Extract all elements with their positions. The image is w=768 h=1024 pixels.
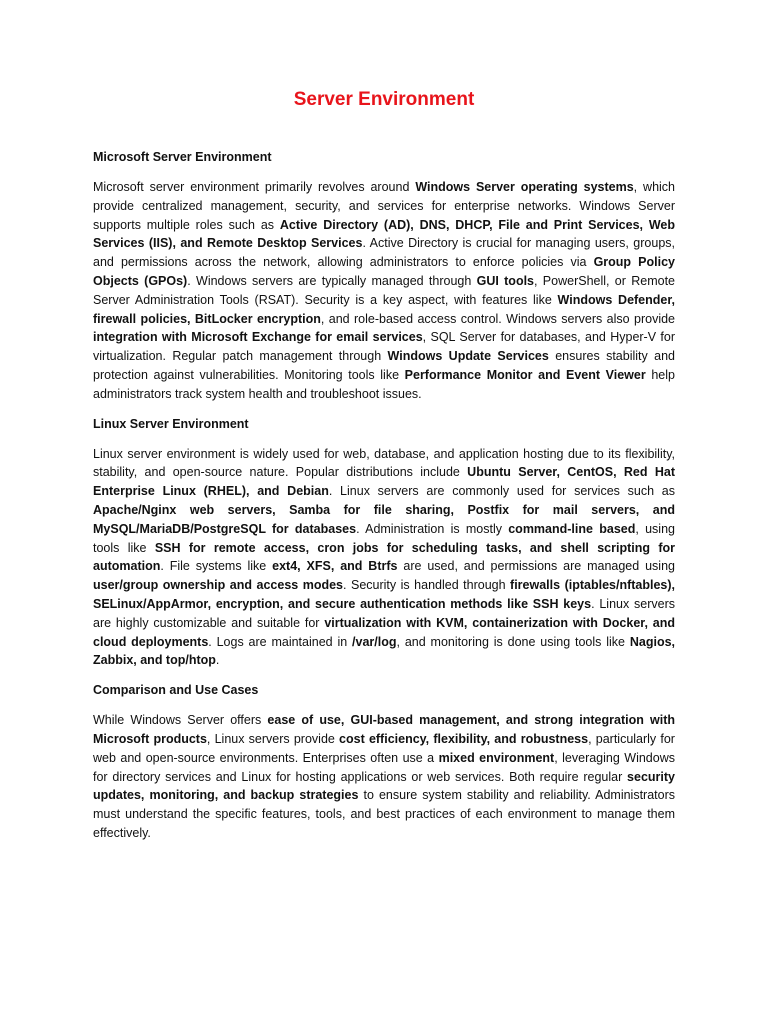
text-run: . Administration is mostly [356, 521, 509, 536]
bold-text-run: Active Directory (AD), DNS, DHCP, File and Print Services, Web Services (IIS), and Remote Desktop Services [93, 217, 675, 251]
text-run: , Linux servers provide [206, 731, 340, 746]
text-run: , and monitoring is done using tools like [396, 634, 630, 649]
bold-text-run: Nagios, Zabbix, and top/htop [93, 634, 676, 668]
text-run: , PowerShell, or Remote Server Administration Tools (RSAT). Security is a key aspect, with features like [93, 273, 676, 307]
text-run: . Linux servers are commonly used for services such as [328, 484, 675, 499]
bold-text-run: Windows Defender, firewall policies, BitLocker encryption [93, 292, 676, 326]
bold-text-run: Ubuntu Server, CentOS, Red Hat Enterprise Linux (RHEL), and Debian [93, 465, 675, 499]
text-run: to ensure system stability and reliability. Administrators must understand the specific features, tools, and best practices of each environment to manage them effectively. [93, 788, 675, 840]
section-microsoft-server [93, 148, 675, 404]
bold-text-run: Windows Update Services [387, 349, 549, 364]
text-run: , SQL Server for databases, and Hyper-V for virtualization. Regular patch management through [93, 330, 676, 364]
bold-text-run: Apache/Nginx web servers, Samba for file sharing, Postfix for mail servers, and MySQL/MariaDB/PostgreSQL for databases [93, 502, 675, 536]
section-heading: Microsoft Server Environment [93, 150, 272, 164]
text-run: , and role-based access control. Windows servers also provide [320, 311, 675, 326]
text-run: , which provide centralized management, security, and services for enterprise networks. Windows Server supports multiple roles such as [93, 180, 676, 232]
bold-text-run: ease of use, GUI-based management, and strong integration with Microsoft products [93, 713, 675, 746]
bold-text-run: cost efficiency, flexibility, and robustness [339, 731, 589, 746]
bold-text-run: /var/log [352, 634, 397, 649]
text-run: . Windows servers are typically managed through [187, 273, 477, 288]
bold-text-run: command-line based [508, 521, 636, 536]
text-run: are used, and permissions are managed using [397, 559, 675, 574]
bold-text-run: Group Policy Objects (GPOs) [93, 255, 675, 288]
text-run: , leveraging Windows for directory services and Linux for hosting applications or web services. Both require regular [93, 750, 675, 784]
text-run: Linux server environment is widely used for web, database, and application hosting due to its flexibility, stability, and open-source nature. Popular distributions include [93, 446, 675, 480]
bold-text-run: firewalls (iptables/nftables), SELinux/AppArmor, encryption, and secure authentication methods like SSH keys [93, 578, 676, 611]
bold-text-run: security updates, monitoring, and backup strategies [93, 769, 675, 803]
section-paragraph [93, 445, 675, 671]
bold-text-run: mixed environment [438, 750, 555, 765]
text-run: help administrators track system health and troubleshoot issues. [93, 367, 675, 401]
section-comparison [93, 681, 675, 843]
bold-text-run: SSH for remote access, cron jobs for scheduling tasks, and shell scripting for automation [93, 540, 675, 574]
text-run: While Windows Server offers [93, 713, 268, 728]
section-heading: Comparison and Use Cases [93, 683, 259, 698]
section-paragraph [93, 711, 675, 843]
section-linux-server [93, 415, 675, 671]
text-run: . Active Directory is crucial for managing users, groups, and permissions across the network, allowing administrators to enforce policies via [93, 236, 675, 270]
text-run: Microsoft server environment primarily revolves around [93, 180, 416, 194]
text-run: . File systems like [160, 559, 273, 574]
text-run: , particularly for web and open-source environments. Enterprises often use a [93, 731, 675, 765]
section-paragraph [93, 178, 675, 404]
text-run: . Security is handled through [343, 578, 511, 593]
text-run: . Logs are maintained in [208, 634, 353, 649]
section-heading: Linux Server Environment [93, 416, 249, 431]
bold-text-run: ext4, XFS, and Btrfs [272, 559, 398, 574]
text-run: . Linux servers are highly customizable and suitable for [93, 596, 675, 630]
document-title: Server Environment [293, 89, 475, 110]
bold-text-run: Windows Server operating systems [415, 180, 634, 194]
bold-text-run: Performance Monitor and Event Viewer [404, 367, 646, 382]
bold-text-run: integration with Microsoft Exchange for email services [93, 330, 423, 345]
text-run: , using tools like [93, 521, 675, 555]
bold-text-run: virtualization with KVM, containerization with Docker, and cloud deployments [93, 615, 676, 649]
text-run: ensures stability and protection against vulnerabilities. Monitoring tools like [93, 349, 675, 382]
text-run: . [215, 653, 220, 668]
bold-text-run: user/group ownership and access modes [93, 578, 344, 593]
bold-text-run: GUI tools [476, 273, 535, 288]
